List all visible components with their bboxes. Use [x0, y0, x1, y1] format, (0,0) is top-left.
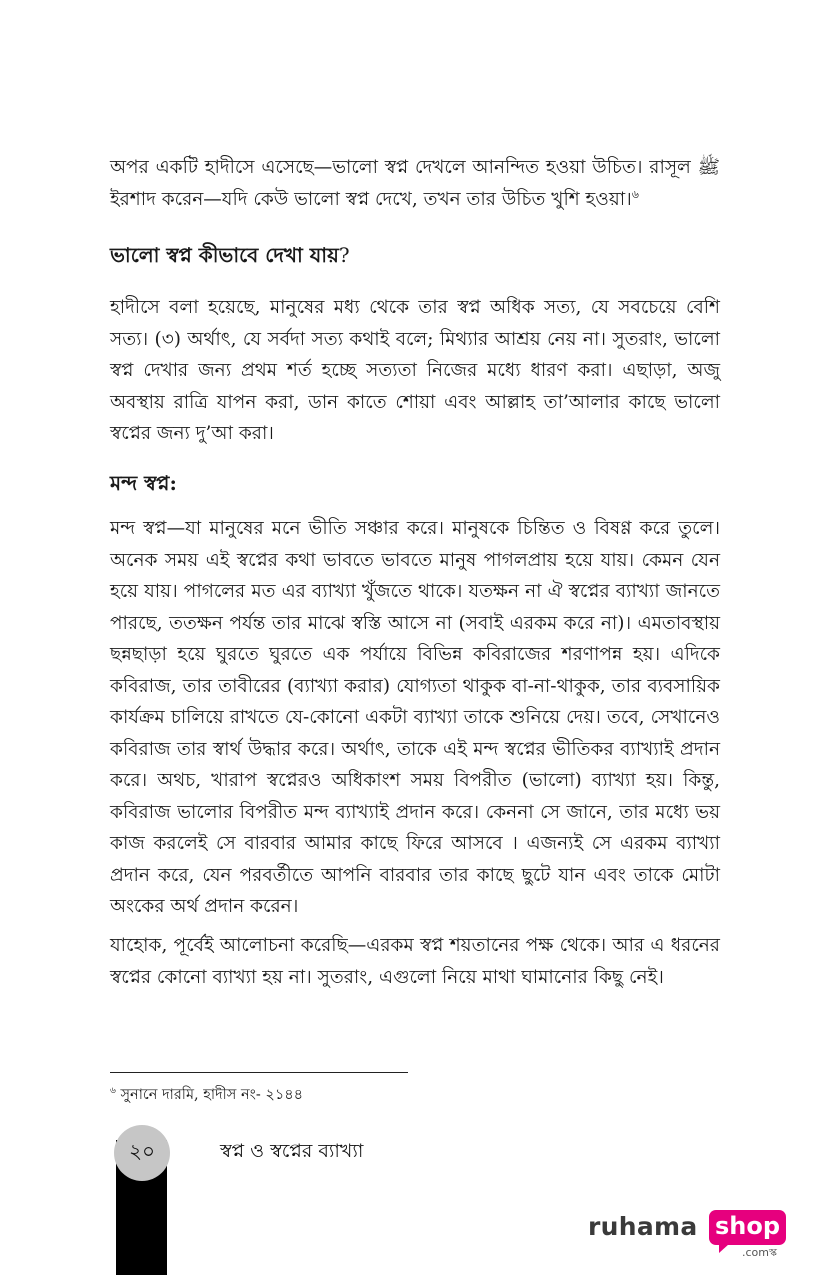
section-heading-good-dream [110, 240, 350, 270]
logo-shop-badge: shop [709, 1210, 786, 1245]
logo-dotcom-text: .comস্ক [742, 1246, 777, 1259]
footnote-number: ৬ [110, 1086, 116, 1097]
footnote-marker: ৬ [631, 187, 639, 201]
page-number: ২০ [128, 1138, 155, 1163]
ruhamashop-logo [588, 1212, 788, 1259]
heading-question-mark: ? [338, 243, 350, 267]
running-title: স্বপ্ন ও স্বপ্নের ব্যাখ্যা [220, 1140, 364, 1162]
footnote-text: সুনানে দারমি, হাদীস নং- ২১৪৪ [120, 1087, 304, 1103]
paragraph-how-to-see-good-dream: হাদীসে বলা হয়েছে, মানুষের মধ্য থেকে তার স্বপ্ন অধিক সত্য, যে সবচেয়ে বেশি সত্য। (৩) অর্থাৎ, যে সর্বদা সত্য কথাই বলে; মিথ্যার আশ্রয় নেয় না। সুতরাং, ভালো স্বপ্ন দেখার জন্য প্রথম শর্ত হচ্ছে সত্যতা নিজের মধ্যে ধারণ করা। এছাড়া, অজু অবস্থায় রাত্রি যাপন করা, ডান কাতে শোয়া এবং আল্লাহ তা’আলার কাছে ভালো স্বপ্নের জন্য দু’আ করা। [110, 297, 720, 444]
paragraph-conclusion: যাহোক, পূর্বেই আলোচনা করেছি—এরকম স্বপ্ন শয়তানের পক্ষ থেকে। আর এ ধরনের স্বপ্নের কোনো ব্যাখ্যা হয় না। সুতরাং, এগুলো নিয়ে মাথা ঘামানোর কিছু নেই। [110, 935, 720, 988]
paragraph-text: অপর একটি হাদীসে এসেছে—ভালো স্বপ্ন দেখলে আনন্দিত হওয়া উচিত। রাসূল ﷺ ইরশাদ করেন—যদি কেউ ভালো স্বপ্ন দেখে, তখন তার উচিত খুশি হওয়া। [110, 157, 720, 210]
section-heading-bad-dream: মন্দ স্বপ্ন: [110, 471, 177, 495]
heading-text: ভালো স্বপ্ন কীভাবে দেখা যায় [110, 243, 339, 267]
paragraph-bad-dream: মন্দ স্বপ্ন—যা মানুষের মনে ভীতি সঞ্চার করে। মানুষকে চিন্তিত ও বিষণ্ণ করে তুলে। অনেক সময় এই স্বপ্নের কথা ভাবতে ভাবতে মানুষ পাগলপ্রায় হয়ে যায়। কেমন যেন হয়ে যায়। পাগলের মত এর ব্যাখ্যা খুঁজতে থাকে। যতক্ষন না ঐ স্বপ্নের ব্যাখ্যা জানতে পারছে, ততক্ষন পর্যন্ত তার মাঝে স্বস্তি আসে না (সবাই এরকম করে না)। এমতাবস্থায় ছন্নছাড়া হয়ে ঘুরতে ঘুরতে এক পর্যায়ে বিভিন্ন কবিরাজের শরণাপন্ন হয়। এদিকে কবিরাজ, তার তাবীরের (ব্যাখ্যা করার) যোগ্যতা থাকুক বা-না-থাকুক, তার ব্যবসায়িক কার্যক্রম চালিয়ে রাখতে যে-কোনো একটা ব্যাখ্যা তাকে শুনিয়ে দেয়। তবে, সেখানেও কবিরাজ তার স্বার্থ উদ্ধার করে। অর্থাৎ, তাকে এই মন্দ স্বপ্নের ভীতিকর ব্যাখ্যাই প্রদান করে। অথচ, খারাপ স্বপ্নেরও অধিকাংশ সময় বিপরীত (ভালো) ব্যাখ্যা হয়। কিন্তু, কবিরাজ ভালোর বিপরীত মন্দ ব্যাখ্যাই প্রদান করে। কেননা সে জানে, তার মধ্যে ভয় কাজ করলেই সে বারবার আমার কাছে ফিরে আসবে । এজন্যই সে এরকম ব্যাখ্যা প্রদান করে, যেন পরবর্তীতে আপনি বারবার তার কাছে ছুটে যান এবং তাকে মোটা অংকের অর্থ প্রদান করেন। [110, 518, 720, 917]
page-number-badge [114, 1125, 170, 1181]
logo-ruhama-text: ruhama [588, 1212, 698, 1241]
footnote-divider [110, 1072, 408, 1073]
paragraph-hadith-good-dream [110, 152, 720, 215]
footnote [110, 1084, 303, 1106]
